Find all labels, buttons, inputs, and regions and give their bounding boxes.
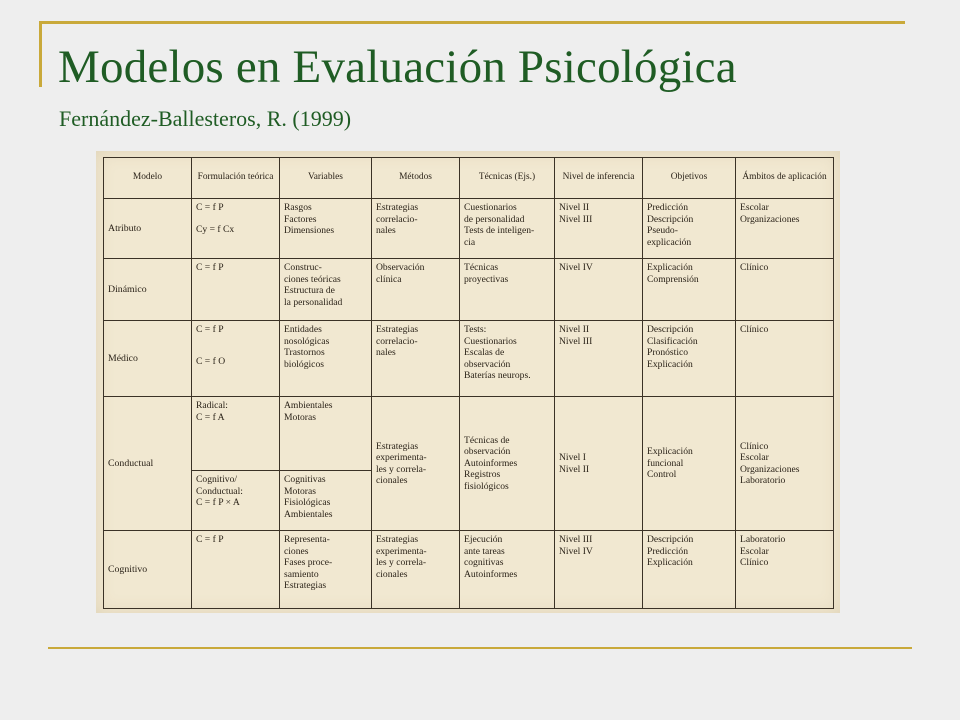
scanned-table-image	[96, 151, 840, 613]
tecnicas-cell: Cuestionarios de personalidad Tests de inteligen- cia	[460, 199, 555, 259]
model-name: Atributo	[104, 199, 192, 259]
nivel-cell: Nivel IV	[555, 259, 643, 321]
metodos-cell: Observación clínica	[372, 259, 460, 321]
header-nivel: Nivel de inferencia	[555, 158, 643, 199]
formulacion-cell: C = f P	[192, 531, 280, 609]
objetivos-cell: Descripción Clasificación Pronóstico Explicación	[643, 321, 736, 397]
ambitos-cell: Clínico	[736, 259, 834, 321]
metodos-cell: Estrategias correlacio- nales	[372, 199, 460, 259]
metodos-cell: Estrategias correlacio- nales	[372, 321, 460, 397]
table-row	[104, 321, 834, 397]
header-tecnicas: Técnicas (Ejs.)	[460, 158, 555, 199]
ambitos-cell: Escolar Organizaciones	[736, 199, 834, 259]
table-row	[104, 199, 834, 259]
nivel-cell: Nivel III Nivel IV	[555, 531, 643, 609]
model-name: Dinámico	[104, 259, 192, 321]
formulacion-cell: Radical: C = f A	[192, 397, 280, 471]
tecnicas-cell: Técnicas proyectivas	[460, 259, 555, 321]
table-row	[104, 531, 834, 609]
header-objetivos: Objetivos	[643, 158, 736, 199]
ambitos-cell: Clínico Escolar Organizaciones Laboratorio	[736, 397, 834, 531]
left-accent-rule	[39, 21, 42, 87]
formulacion-cell: C = f P C = f O	[192, 321, 280, 397]
table-row	[104, 397, 834, 471]
variables-cell: Representa- ciones Fases proce- samiento Estrategias	[280, 531, 372, 609]
objetivos-cell: Descripción Predicción Explicación	[643, 531, 736, 609]
header-variables: Variables	[280, 158, 372, 199]
variables-cell: Ambientales Motoras	[280, 397, 372, 471]
metodos-cell: Estrategias experimenta- les y correla- cionales	[372, 531, 460, 609]
models-table	[103, 157, 834, 609]
slide-title: Modelos en Evaluación Psicológica	[58, 41, 737, 93]
nivel-cell: Nivel I Nivel II	[555, 397, 643, 531]
tecnicas-cell: Tests: Cuestionarios Escalas de observación Baterías neurops.	[460, 321, 555, 397]
formulacion-cell: Cognitivo/ Conductual: C = f P × A	[192, 471, 280, 531]
model-name: Conductual	[104, 397, 192, 531]
ambitos-cell: Clínico	[736, 321, 834, 397]
objetivos-cell: Explicación funcional Control	[643, 397, 736, 531]
header-ambitos: Ámbitos de aplicación	[736, 158, 834, 199]
objetivos-cell: Predicción Descripción Pseudo- explicación	[643, 199, 736, 259]
header-formulacion: Formulación teórica	[192, 158, 280, 199]
model-name: Médico	[104, 321, 192, 397]
table-row	[104, 259, 834, 321]
table-header-row	[104, 158, 834, 199]
variables-cell: Construc- ciones teóricas Estructura de la personalidad	[280, 259, 372, 321]
bottom-accent-rule	[48, 647, 912, 649]
header-metodos: Métodos	[372, 158, 460, 199]
formulacion-cell: C = f P Cy = f Cx	[192, 199, 280, 259]
tecnicas-cell: Ejecución ante tareas cognitivas Autoinformes	[460, 531, 555, 609]
header-modelo: Modelo	[104, 158, 192, 199]
variables-cell: Rasgos Factores Dimensiones	[280, 199, 372, 259]
variables-cell: Cognitivas Motoras Fisiológicas Ambientales	[280, 471, 372, 531]
metodos-cell: Estrategias experimenta- les y correla- cionales	[372, 397, 460, 531]
top-accent-rule	[39, 21, 905, 24]
slide-subtitle: Fernández-Ballesteros, R. (1999)	[59, 106, 352, 131]
objetivos-cell: Explicación Comprensión	[643, 259, 736, 321]
nivel-cell: Nivel II Nivel III	[555, 199, 643, 259]
formulacion-cell: C = f P	[192, 259, 280, 321]
nivel-cell: Nivel II Nivel III	[555, 321, 643, 397]
variables-cell: Entidades nosológicas Trastornos biológicos	[280, 321, 372, 397]
ambitos-cell: Laboratorio Escolar Clínico	[736, 531, 834, 609]
model-name: Cognitivo	[104, 531, 192, 609]
tecnicas-cell: Técnicas de observación Autoinformes Registros fisiológicos	[460, 397, 555, 531]
